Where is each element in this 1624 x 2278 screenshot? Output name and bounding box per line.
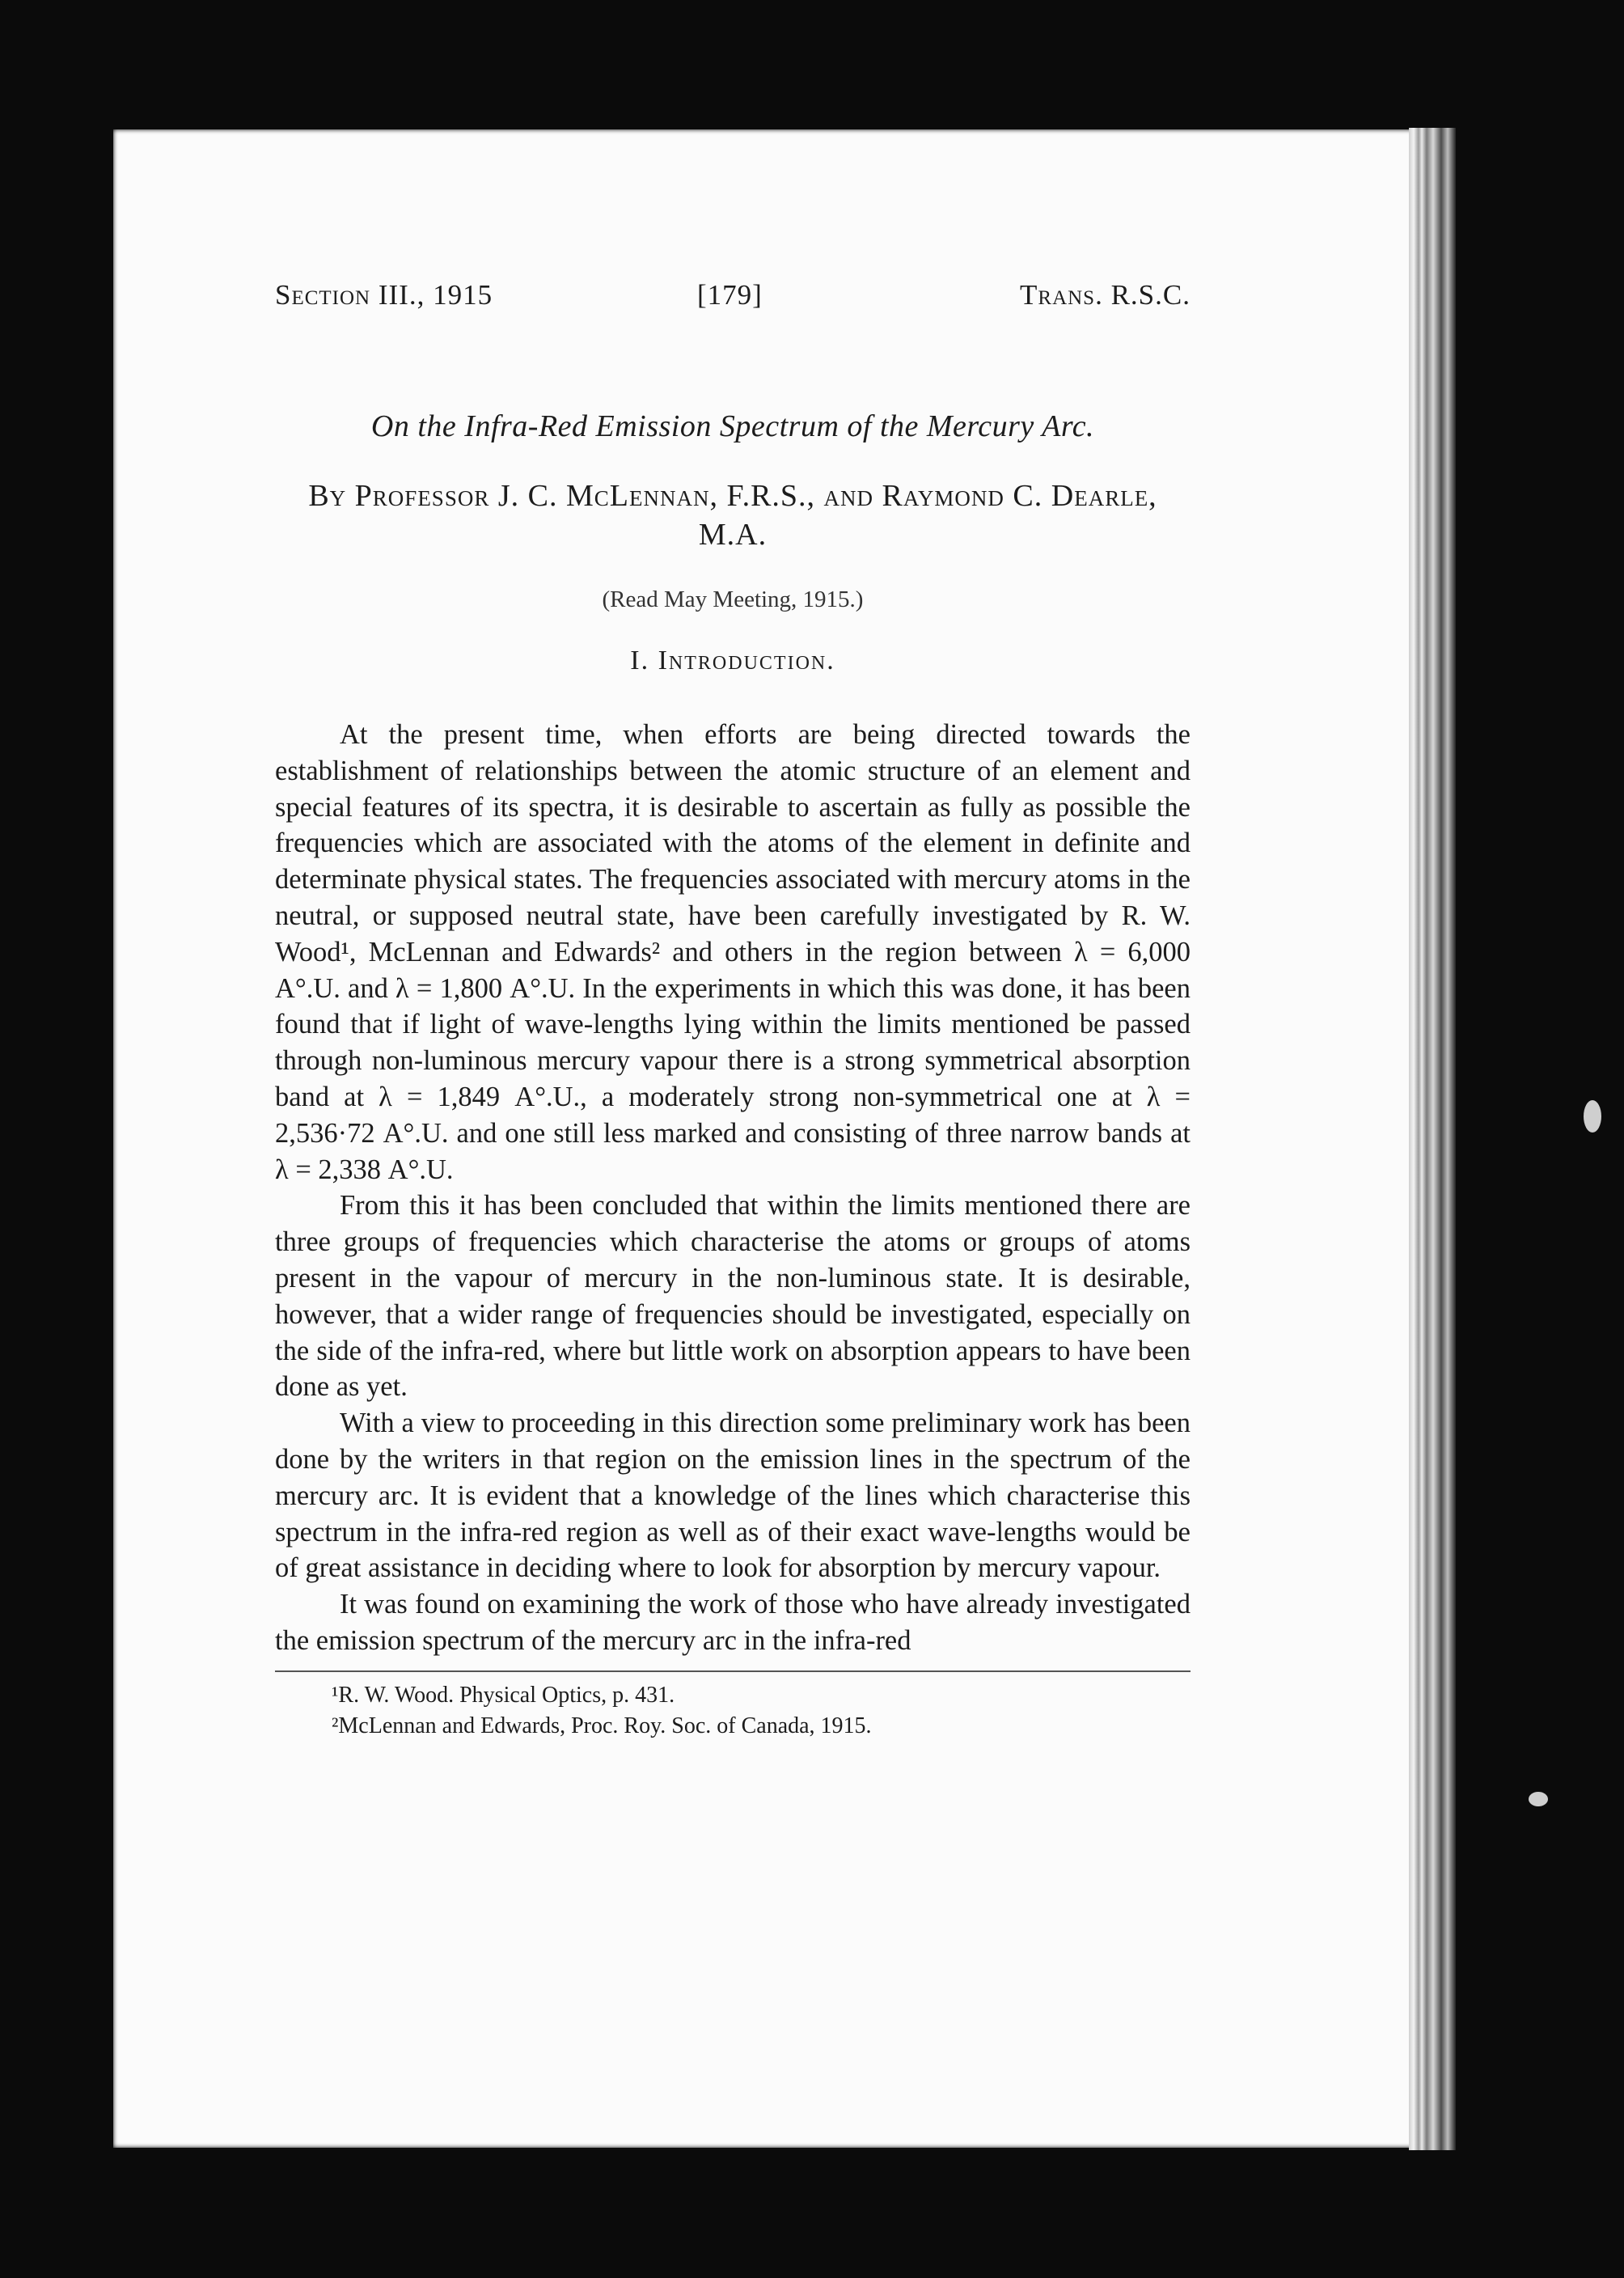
page-number: [179] <box>697 279 763 311</box>
paragraph: From this it has been concluded that within the limits mentioned there are three groups of frequencies which characterise the atoms or groups of atoms present in the vapour of mercury in the non-luminous state. It is desirable, however, that a wider range of frequencies should be investigated, especially on the side of the infra-red, where but little work on absorption appears to have been done as yet. <box>275 1190 1191 1403</box>
scan-artifact <box>1529 1792 1548 1806</box>
read-note: (Read May Meeting, 1915.) <box>602 586 864 612</box>
article-title: On the Infra-Red Emission Spectrum of the Mercury Arc. <box>370 409 1095 443</box>
article-authors: By Professor J. C. McLennan, F.R.S., and Raymond C. Dearle, M.A. <box>308 479 1157 552</box>
paragraph: With a view to proceeding in this direction some preliminary work has been done by the writers in that region on the emission lines in the spectrum of the mercury arc. It is evident that a knowledge of the lines which characterise this spectrum in the infra-red region as well as of their exact wave-lengths would be of great assistance in deciding where to look for absorption by mercury vapour. <box>275 1408 1191 1584</box>
header-journal: Trans. R.S.C. <box>1020 279 1191 311</box>
footnote: ²McLennan and Edwards, Proc. Roy. Soc. of Canada, 1915. <box>332 1713 872 1738</box>
text-block <box>275 279 1191 1742</box>
section-heading: I. Introduction. <box>630 646 835 675</box>
paragraph: At the present time, when efforts are being directed towards the establishment of relationships between the atomic structure of an element and special features of its spectra, it is desirable to ascertain as fully as possible the frequencies which are associated with the atoms of the element in definite and determinate physical states. The frequencies associated with mercury atoms in the neutral, or supposed neutral state, have been carefully investigated by R. W. Wood¹, McLennan and Edwards² and others in the region between λ = 6,000 A°.U. and λ = 1,800 A°.U. In the experiments in which this was done, it has been found that if light of wave-lengths lying within the limits mentioned be passed through non-luminous mercury vapour there is a strong symmetrical absorption band at λ = 1,849 A°.U., a moderately strong non-symmetrical one at λ = 2,536·72 A°.U. and one still less marked and consisting of three narrow bands at λ = 2,338 A°.U. <box>275 719 1191 1185</box>
header-section: Section III., 1915 <box>275 279 493 311</box>
body-text <box>275 717 1191 1659</box>
running-head <box>275 279 1191 328</box>
footnote-divider <box>275 1670 1191 1672</box>
paragraph: It was found on examining the work of those who have already investigated the emission spectrum of the mercury arc in the infra-red <box>275 1589 1191 1656</box>
scan-artifact <box>1584 1100 1601 1133</box>
footnote: ¹R. W. Wood. Physical Optics, p. 431. <box>332 1682 675 1708</box>
footnotes <box>275 1680 1191 1742</box>
page-stack-edge <box>1409 128 1456 2150</box>
